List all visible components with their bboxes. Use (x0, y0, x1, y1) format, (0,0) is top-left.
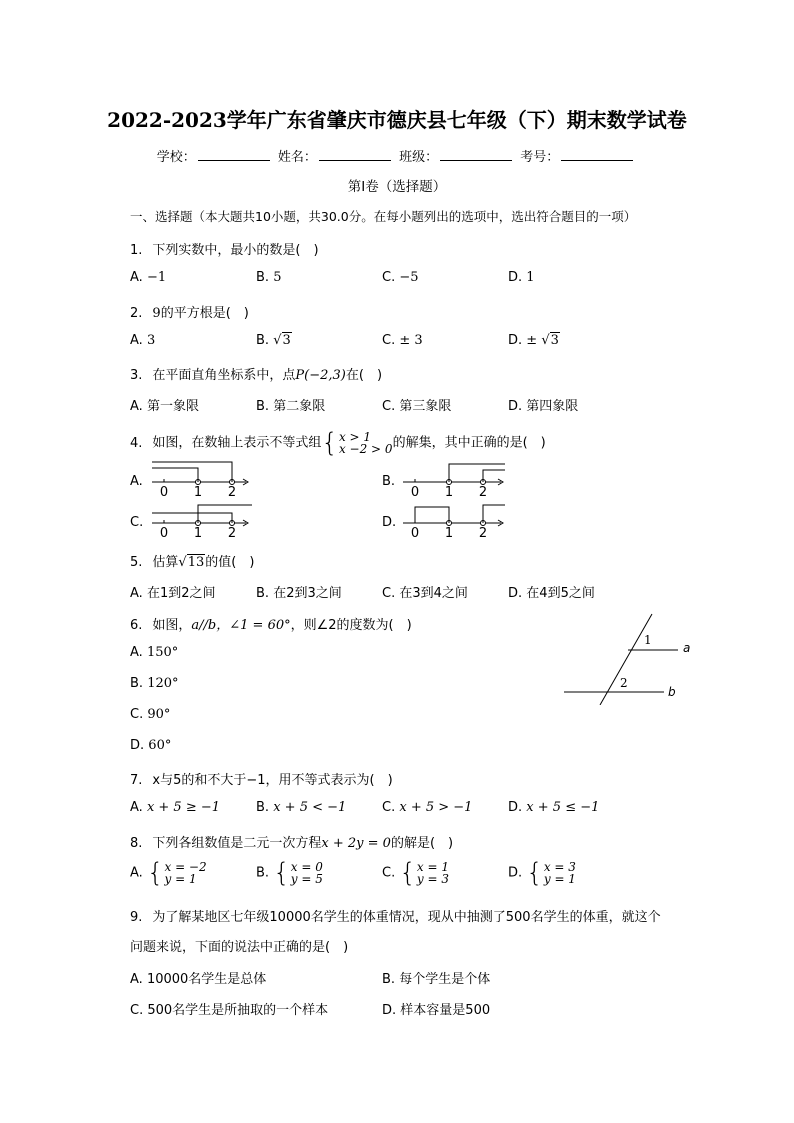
svg-text:2: 2 (478, 526, 488, 541)
q8-option-c: C. {x = 1 y = 3 (382, 858, 450, 888)
class-blank[interactable] (440, 148, 512, 161)
q1-option-d: D. 1 (508, 270, 535, 285)
q4-number-line-d (399, 499, 514, 543)
svg-text:2: 2 (227, 526, 237, 541)
question-6-stem: 6. 如图，a//b，∠1 = 60°，则∠2的度数为( ) (130, 618, 412, 633)
exam-number-blank[interactable] (561, 148, 633, 161)
q4-option-b-label: B. (382, 474, 396, 489)
q2-option-d: D. ± √3 (508, 333, 559, 348)
question-number: 1. (130, 243, 143, 258)
q5-option-a: A. 在1到2之间 (130, 586, 216, 601)
q4-option-d-label: D. (382, 515, 397, 530)
question-7-stem: 7. x与5的和不大于−1，用不等式表示为( ) (130, 773, 393, 788)
part-heading: 第Ⅰ卷（选择题） (347, 179, 447, 195)
q4-number-line-a (148, 458, 258, 502)
line-b-label: b (668, 685, 676, 699)
name-blank[interactable] (319, 148, 391, 161)
question-text: 下列实数中，最小的数是( ) (152, 243, 319, 258)
q6-option-c: C. 90° (130, 707, 171, 722)
q6-option-a: A. 150° (130, 645, 179, 660)
q3-option-b: B. 第二象限 (256, 399, 326, 414)
svg-text:1: 1 (444, 485, 454, 500)
question-9-stem-line1: 9. 为了解某地区七年级10000名学生的体重情况，现从中抽测了500名学生的体重，就这个 (130, 910, 661, 925)
class-label: 班级： (399, 150, 439, 165)
tick-1: 1 (193, 485, 203, 500)
q9-option-c: C. 500名学生是所抽取的一个样本 (130, 1003, 329, 1018)
q9-option-b: B. 每个学生是个体 (382, 972, 491, 987)
q7-option-b: B. x + 5 < −1 (256, 800, 347, 815)
exam-title: 2022-2023学年广东省肇庆市德庆县七年级（下）期末数学试卷 (107, 108, 687, 132)
q7-option-a: A. x + 5 ≥ −1 (130, 800, 221, 815)
q4-option-c-label: C. (130, 515, 144, 530)
q1-option-a: A. −1 (130, 270, 167, 285)
svg-text:0: 0 (410, 485, 420, 500)
q4-number-line-b (399, 458, 514, 502)
q1-option-b: B. 5 (256, 270, 282, 285)
q5-option-b: B. 在2到3之间 (256, 586, 342, 601)
question-3-stem: 3. 在平面直角坐标系中，点P(−2,3)在( ) (130, 368, 383, 383)
q2-option-c: C. ± 3 (382, 333, 423, 348)
svg-text:0: 0 (410, 526, 420, 541)
student-info-line (0, 146, 794, 165)
section-heading: 一、选择题（本大题共10小题，共30.0分。在每小题列出的选项中，选出符合题目的一项） (130, 209, 637, 224)
q4-option-a-label: A. (130, 474, 143, 489)
q7-option-d: D. x + 5 ≤ −1 (508, 800, 600, 815)
q7-option-c: C. x + 5 > −1 (382, 800, 473, 815)
transversal (600, 614, 652, 705)
q3-option-d: D. 第四象限 (508, 399, 579, 414)
name-label: 姓名： (277, 150, 317, 165)
q9-option-d: D. 样本容量是500 (382, 1003, 491, 1018)
q6-option-b: B. 120° (130, 676, 179, 691)
svg-text:2: 2 (478, 485, 488, 500)
question-5-stem: 5. 估算√13的值( ) (130, 555, 255, 570)
school-label: 学校： (156, 150, 196, 165)
q6-option-d: D. 60° (130, 738, 172, 753)
question-8-stem: 8. 下列各组数值是二元一次方程x + 2y = 0的解是( ) (130, 836, 454, 851)
question-1-stem (130, 239, 319, 258)
angle-2-label: 2 (620, 676, 628, 690)
svg-text:0: 0 (159, 526, 169, 541)
question-2-stem: 2. 9的平方根是( ) (130, 306, 249, 321)
q3-option-c: C. 第三象限 (382, 399, 452, 414)
svg-text:1: 1 (193, 526, 203, 541)
q8-option-d: D. {x = 3 y = 1 (508, 858, 576, 888)
tick-2: 2 (227, 485, 237, 500)
line-a-label: a (683, 641, 690, 655)
q8-option-a: A. {x = −2 y = 1 (130, 858, 207, 888)
q8-option-b: B. {x = 0 y = 5 (256, 858, 323, 888)
q9-option-a: A. 10000名学生是总体 (130, 972, 267, 987)
question-4-stem: 4. 如图，在数轴上表示不等式组{x > 1 x −2 > 0的解集，其中正确的是( ) (130, 428, 546, 458)
q1-option-c: C. −5 (382, 270, 419, 285)
school-blank[interactable] (198, 148, 270, 161)
angle-1-label: 1 (644, 633, 652, 647)
q2-option-a: A. 3 (130, 333, 156, 348)
parallel-lines-figure (560, 610, 690, 705)
svg-text:1: 1 (444, 526, 454, 541)
q2-option-b: B. √3 (256, 333, 291, 348)
q5-option-d: D. 在4到5之间 (508, 586, 595, 601)
tick-0: 0 (159, 485, 169, 500)
exam-number-label: 考号： (520, 150, 560, 165)
question-9-stem-line2: 问题来说，下面的说法中正确的是( ) (130, 940, 349, 955)
q5-option-c: C. 在3到4之间 (382, 586, 468, 601)
q4-number-line-c (148, 499, 258, 543)
q3-option-a: A. 第一象限 (130, 399, 199, 414)
